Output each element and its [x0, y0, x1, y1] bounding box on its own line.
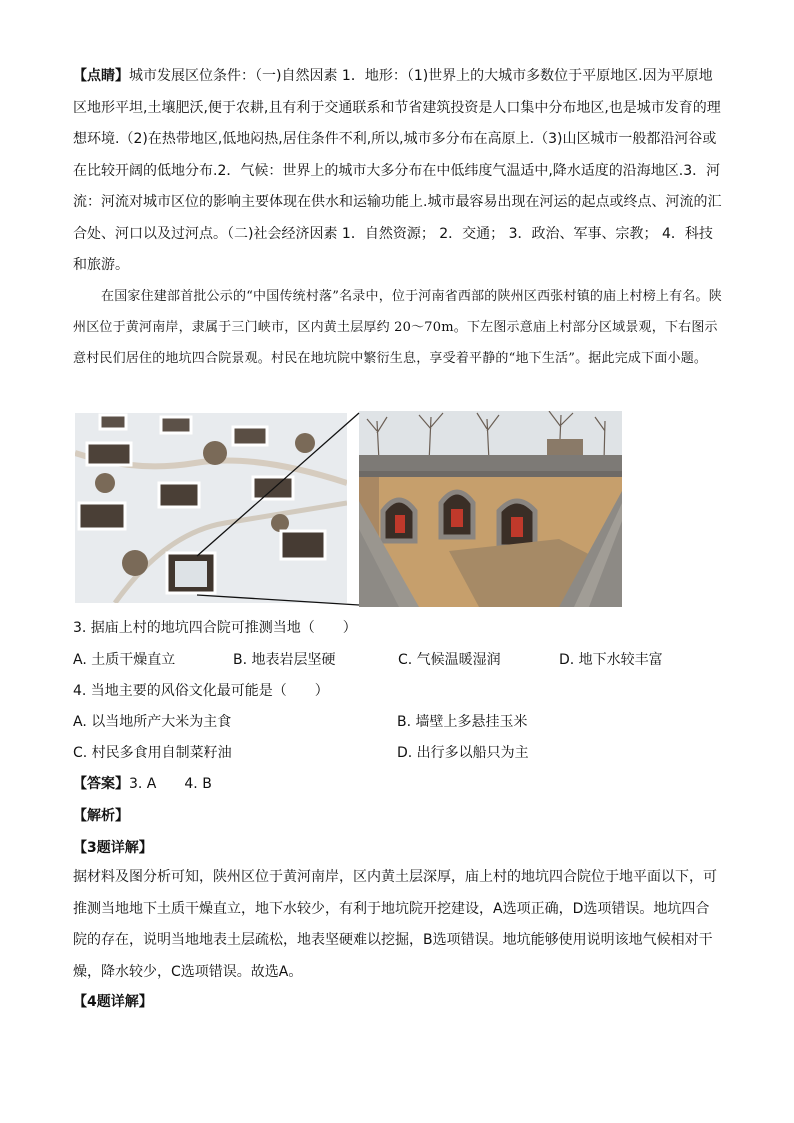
dianjing-tag: 【点睛】: [73, 68, 129, 84]
q4-option-c[interactable]: C. 村民多食用自制菜籽油: [73, 745, 232, 761]
material-text: 在国家住建部首批公示的“中国传统村落”名录中，位于河南省西部的陕州区西张村镇的庙上村榜上有名。陕州区位于黄河南岸，隶属于三门峡市，区内黄土层厚约 20～70m。下左图示意庙上村部分区域景观，下右图示意村民们居住的地坑四合院景观。村民在地坑院中繁衍生息，享受着平静的“地下生活”。据此完成下面小题。: [73, 289, 722, 366]
question-3-stem: 3. 据庙上村的地坑四合院可推测当地（ ）: [73, 620, 357, 636]
detail-4-heading: 【4题详解】: [73, 994, 153, 1010]
q3-option-c[interactable]: C. 气候温暖湿润: [398, 652, 501, 668]
q3-option-a[interactable]: A. 土质干燥直立: [73, 652, 176, 668]
dianjing-body: 城市发展区位条件：（一)自然因素 1．地形：（1)世界上的大城市多数位于平原地区.因为平原地区地形平坦,土壤肥沃,便于农耕,且有利于交通联系和节省建筑投资是人口集中分布地区,也是城市发育的理想环境.（2)在热带地区,低地闷热,居住条件不利,所以,城市多分布在高原上.（3)山区城市一般都沿河谷或在比较开阔的低地分布.2．气候：世界上的城市大多分布在中低纬度气温适中,降水适度的沿海地区.3．河流：河流对城市区位的影响主要体现在供水和运输功能上.城市最容易出现在河运的起点或终点、河流的汇合处、河口以及过河点。（二)社会经济因素 1．自然资源； 2．交通； 3．政治、军事、宗教； 4．科技和旅游。: [73, 68, 722, 273]
village-aerial-photo: [75, 413, 347, 603]
answer-tag: 【答案】: [73, 776, 129, 792]
detail-3-body: 据材料及图分析可知，陕州区位于黄河南岸，区内黄土层深厚，庙上村的地坑四合院位于地平面以下，可推测当地地下土质干燥直立，地下水较少，有利于地坑院开挖建设，A选项正确，D选项错误。地坑四合院的存在，说明当地地表土层疏松，地表坚硬难以挖掘，B选项错误。地坑能够使用说明该地气候相对干燥，降水较少，C选项错误。故选A。: [73, 869, 717, 980]
analysis-heading: 【解析】: [73, 808, 129, 824]
answer-line: [73, 774, 212, 794]
q4-option-d[interactable]: D. 出行多以船只为主: [397, 745, 529, 761]
q3-option-d[interactable]: D. 地下水较丰富: [559, 652, 663, 668]
dianjing-paragraph: [73, 61, 723, 282]
question-4-stem: 4. 当地主要的风俗文化最可能是（ ）: [73, 683, 329, 699]
detail-3-heading: 【3题详解】: [73, 840, 153, 856]
material-paragraph: [73, 281, 723, 374]
q4-option-a[interactable]: A. 以当地所产大米为主食: [73, 714, 232, 730]
answer-text: 3. A 4. B: [129, 776, 212, 792]
courtyard-house-photo: [359, 411, 622, 607]
q3-option-b[interactable]: B. 地表岩层坚硬: [233, 652, 336, 668]
q4-option-b[interactable]: B. 墙壁上多悬挂玉米: [397, 714, 528, 730]
